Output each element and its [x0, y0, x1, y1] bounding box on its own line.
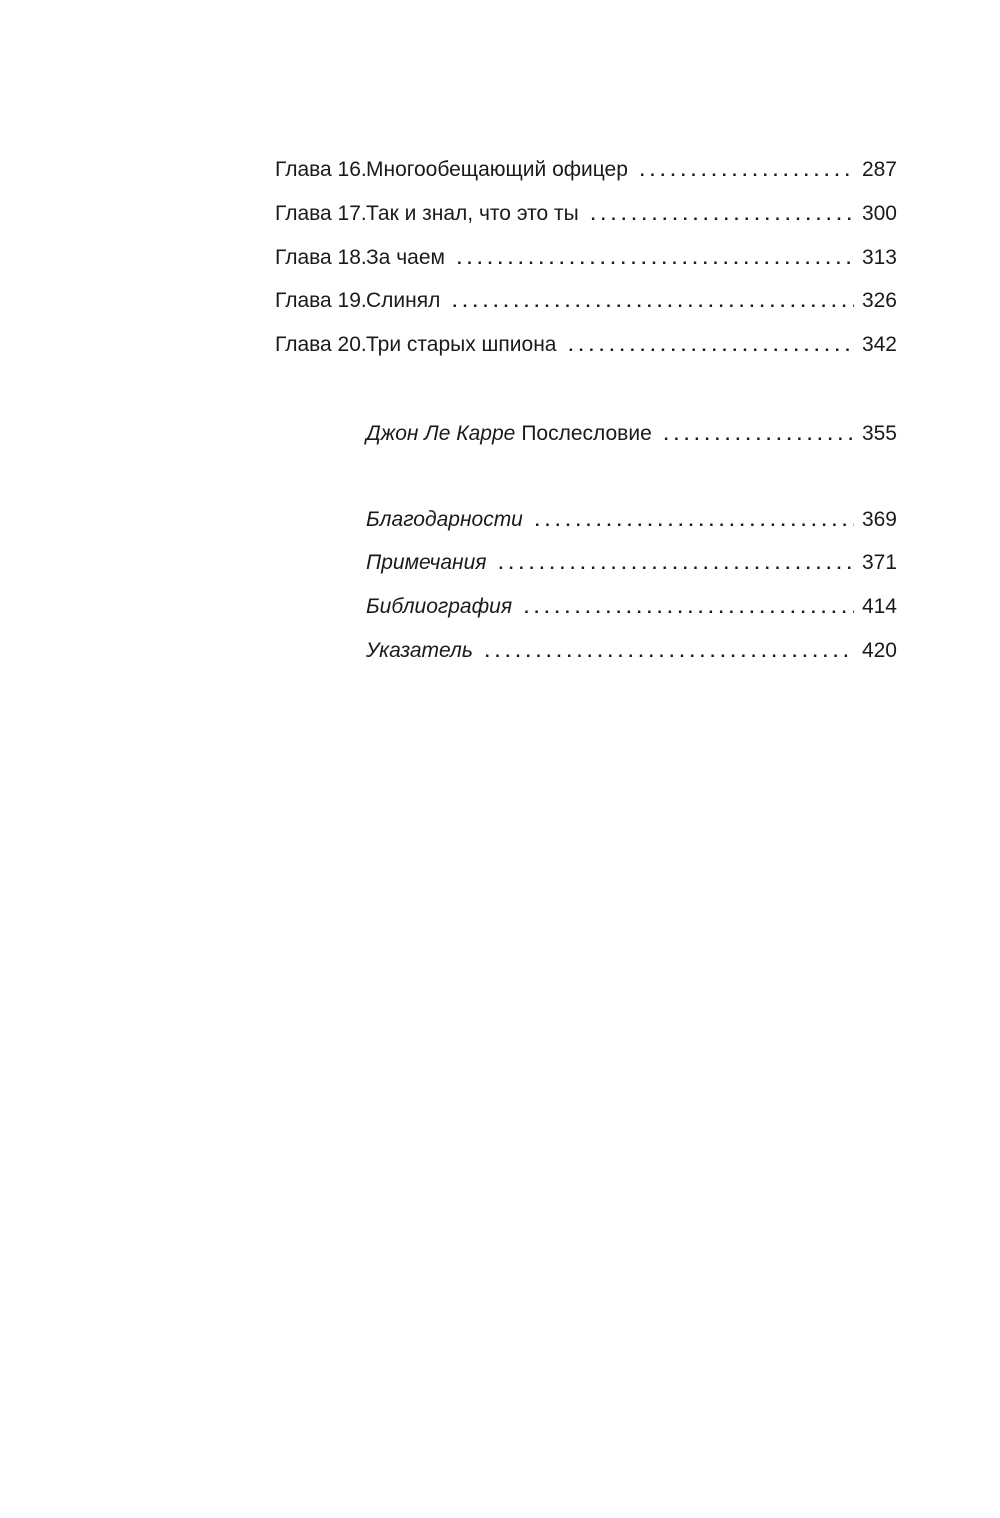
section-title: Указатель [366, 639, 473, 662]
page-number: 369 [861, 508, 897, 531]
chapter-number: Глава 16. [275, 158, 367, 181]
dot-leader [457, 244, 854, 274]
toc-entry-chapter-16[interactable] [275, 155, 897, 185]
page-number: 342 [861, 333, 897, 356]
dot-leader [568, 331, 853, 361]
toc-entry-afterword[interactable] [366, 419, 897, 449]
dot-leader [535, 506, 854, 536]
chapter-title: Многообещающий офицер [366, 158, 628, 181]
afterword-author: Джон Ле Карре [366, 422, 516, 445]
page-number: 414 [861, 595, 897, 618]
chapter-title: Слинял [366, 289, 441, 312]
toc-entry-notes[interactable] [366, 548, 897, 578]
page-number: 326 [861, 289, 897, 312]
chapter-title: Так и знал, что это ты [366, 202, 579, 225]
dot-leader [591, 200, 854, 230]
chapter-number: Глава 20. [275, 333, 367, 356]
toc-entry-chapter-19[interactable] [275, 286, 897, 316]
afterword-title: Послесловие [521, 422, 652, 445]
toc-entry-chapter-17[interactable] [275, 199, 897, 229]
chapter-number: Глава 17. [275, 202, 367, 225]
chapter-title: Три старых шпиона [366, 333, 557, 356]
toc-entry-acknowledgements[interactable] [366, 505, 897, 535]
dot-leader [640, 156, 854, 186]
dot-leader [498, 549, 853, 579]
toc-entry-bibliography[interactable] [366, 592, 897, 622]
page-number: 313 [861, 246, 897, 269]
dot-leader [452, 287, 854, 317]
dot-leader [485, 637, 854, 667]
section-title: Примечания [366, 551, 487, 574]
page-number: 300 [861, 202, 897, 225]
chapter-number: Глава 18. [275, 246, 367, 269]
toc-entry-chapter-20[interactable] [275, 330, 897, 360]
dot-leader [524, 593, 854, 623]
toc-entry-index[interactable] [366, 636, 897, 666]
page-number: 287 [861, 158, 897, 181]
dot-leader [664, 420, 854, 450]
page-number: 371 [861, 551, 897, 574]
toc-entry-chapter-18[interactable] [275, 243, 897, 273]
chapter-number: Глава 19. [275, 289, 367, 312]
section-title: Благодарности [366, 508, 523, 531]
page-number: 355 [861, 422, 897, 445]
page-number: 420 [861, 639, 897, 662]
section-title: Библиография [366, 595, 513, 618]
chapter-title: За чаем [366, 246, 445, 269]
